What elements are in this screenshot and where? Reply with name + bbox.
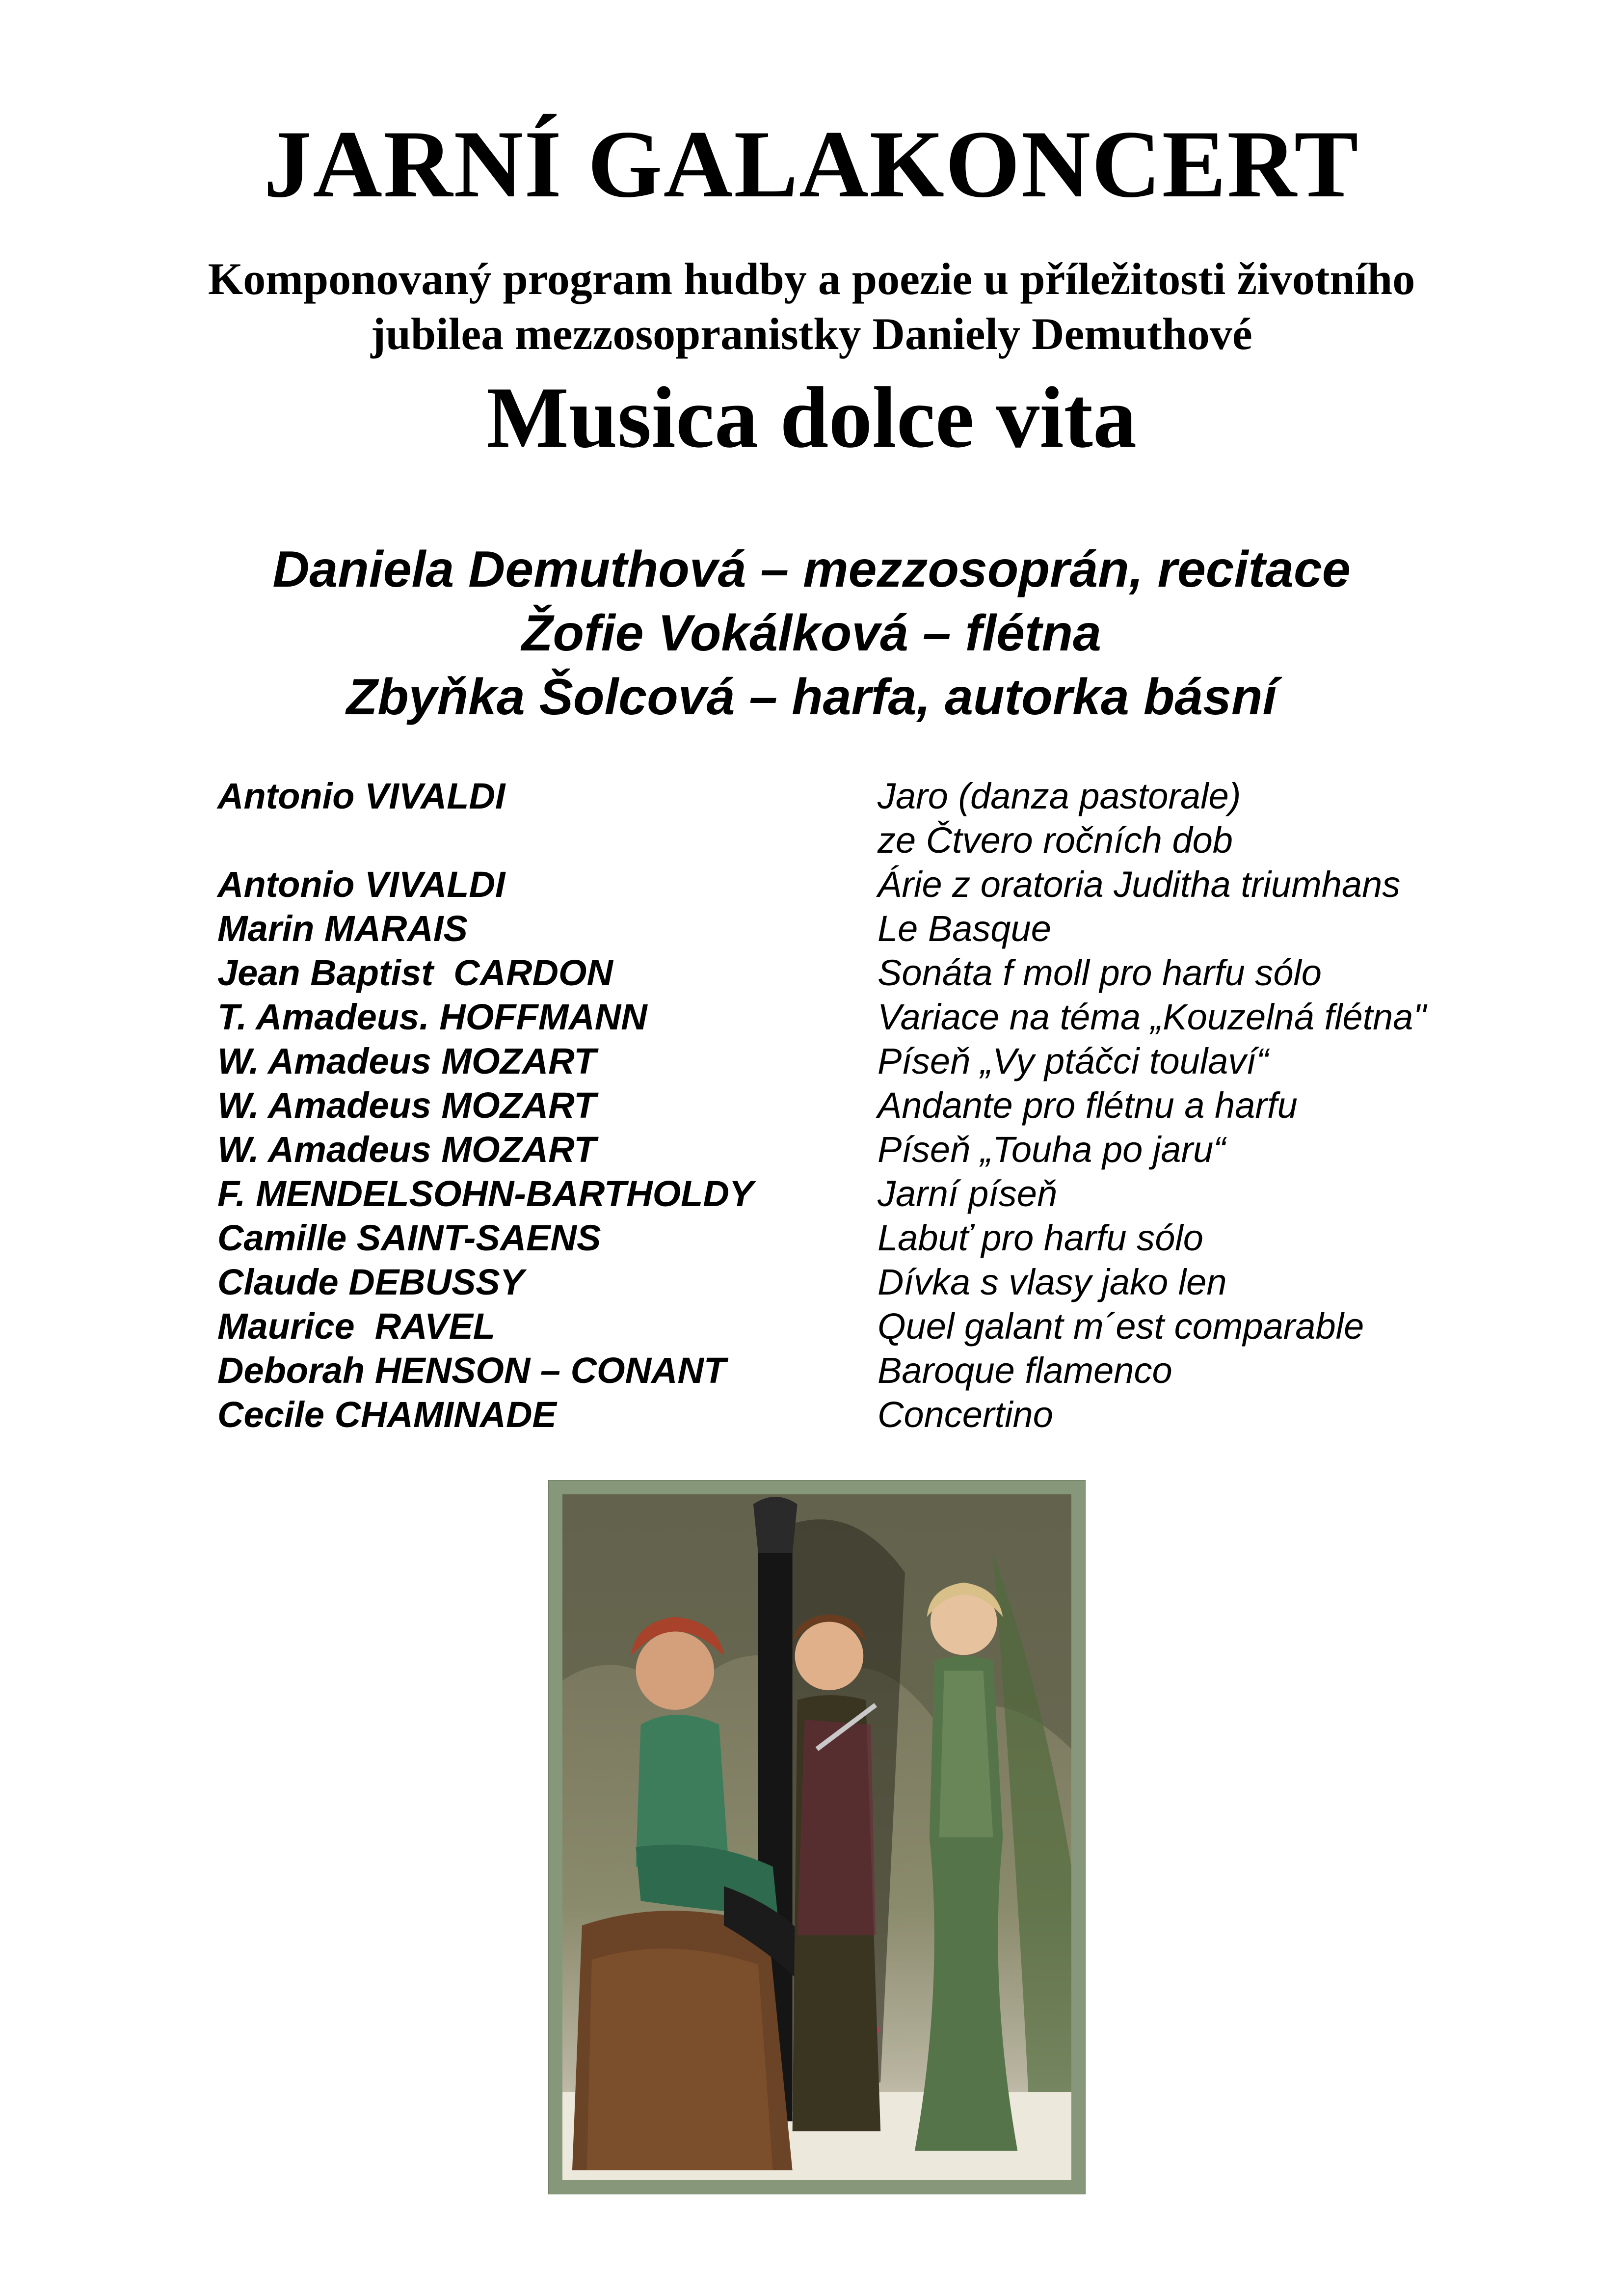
- repertoire-row: [217, 907, 1493, 951]
- repertoire-row: [217, 818, 1493, 863]
- composer: Jean Baptist CARDON: [217, 952, 613, 993]
- repertoire-row: [217, 1083, 1493, 1128]
- piece-title: Andante pro flétnu a harfu: [878, 1085, 1298, 1126]
- piece-title: Labuť pro harfu sólo: [878, 1217, 1203, 1258]
- piece-title: Jaro (danza pastorale): [878, 776, 1241, 816]
- repertoire-row: [217, 1039, 1493, 1083]
- subtitle-line: jubilea mezzosopranistky Daniely Demuthové: [371, 309, 1252, 359]
- repertoire-row: [217, 774, 1493, 818]
- piece-title: ze Čtvero ročních dob: [878, 820, 1233, 861]
- composer: Cecile CHAMINADE: [217, 1394, 557, 1435]
- piece-title: Sonáta f moll pro harfu sólo: [878, 952, 1322, 993]
- piece-title: Concertino: [878, 1394, 1053, 1435]
- program-title: Musica dolce vita: [486, 369, 1137, 466]
- trio-photo: [562, 1494, 1071, 2180]
- composer: W. Amadeus MOZART: [217, 1085, 596, 1126]
- performer: Zbyňka Šolcová – harfa, autorka básní: [346, 669, 1277, 726]
- subtitle-line: Komponovaný program hudby a poezie u příležitosti životního: [208, 254, 1415, 304]
- piece-title: Le Basque: [878, 908, 1051, 949]
- repertoire-row: [217, 951, 1493, 995]
- performers-list: [0, 538, 1623, 729]
- repertoire-row: [217, 863, 1493, 907]
- piece-title: Árie z oratoria Juditha triumhans: [878, 864, 1401, 905]
- photo-frame: [548, 1480, 1086, 2194]
- piece-title: Píseň „Vy ptáčci toulaví“: [878, 1041, 1269, 1081]
- piece-title: Baroque flamenco: [878, 1350, 1172, 1391]
- composer: Deborah HENSON – CONANT: [217, 1350, 726, 1391]
- performer: Daniela Demuthová – mezzosoprán, recitace: [272, 541, 1351, 598]
- composer: Marin MARAIS: [217, 908, 468, 949]
- repertoire-row: [217, 1260, 1493, 1304]
- piece-title: Quel galant m´est comparable: [878, 1306, 1364, 1347]
- subtitle: [0, 251, 1623, 361]
- repertoire-row: [217, 1304, 1493, 1349]
- composer: T. Amadeus. HOFFMANN: [217, 997, 647, 1037]
- repertoire-row: [217, 1349, 1493, 1393]
- piece-title: Píseň „Touha po jaru“: [878, 1129, 1225, 1170]
- repertoire-row: [217, 1393, 1493, 1437]
- composer: Antonio VIVALDI: [217, 864, 506, 905]
- performer: Žofie Vokálková – flétna: [522, 605, 1101, 662]
- repertoire-row: [217, 1216, 1493, 1260]
- repertoire-row: [217, 1172, 1493, 1216]
- composer: Antonio VIVALDI: [217, 776, 506, 816]
- repertoire-row: [217, 1128, 1493, 1172]
- composer: Claude DEBUSSY: [217, 1262, 525, 1302]
- piece-title: Variace na téma „Kouzelná flétna": [878, 997, 1426, 1037]
- composer: W. Amadeus MOZART: [217, 1041, 596, 1081]
- piece-title: Jarní píseň: [878, 1173, 1058, 1214]
- page-title: JARNÍ GALAKONCERT: [264, 111, 1359, 217]
- composer: W. Amadeus MOZART: [217, 1129, 596, 1170]
- composer: Maurice RAVEL: [217, 1306, 496, 1347]
- trio-photo-illustration: [562, 1494, 1071, 2180]
- repertoire-row: [217, 995, 1493, 1039]
- composer: F. MENDELSOHN-BARTHOLDY: [217, 1173, 754, 1214]
- composer: [217, 818, 878, 863]
- piece-title: Dívka s vlasy jako len: [878, 1262, 1227, 1302]
- repertoire-list: [217, 774, 1493, 1437]
- composer: Camille SAINT-SAENS: [217, 1217, 601, 1258]
